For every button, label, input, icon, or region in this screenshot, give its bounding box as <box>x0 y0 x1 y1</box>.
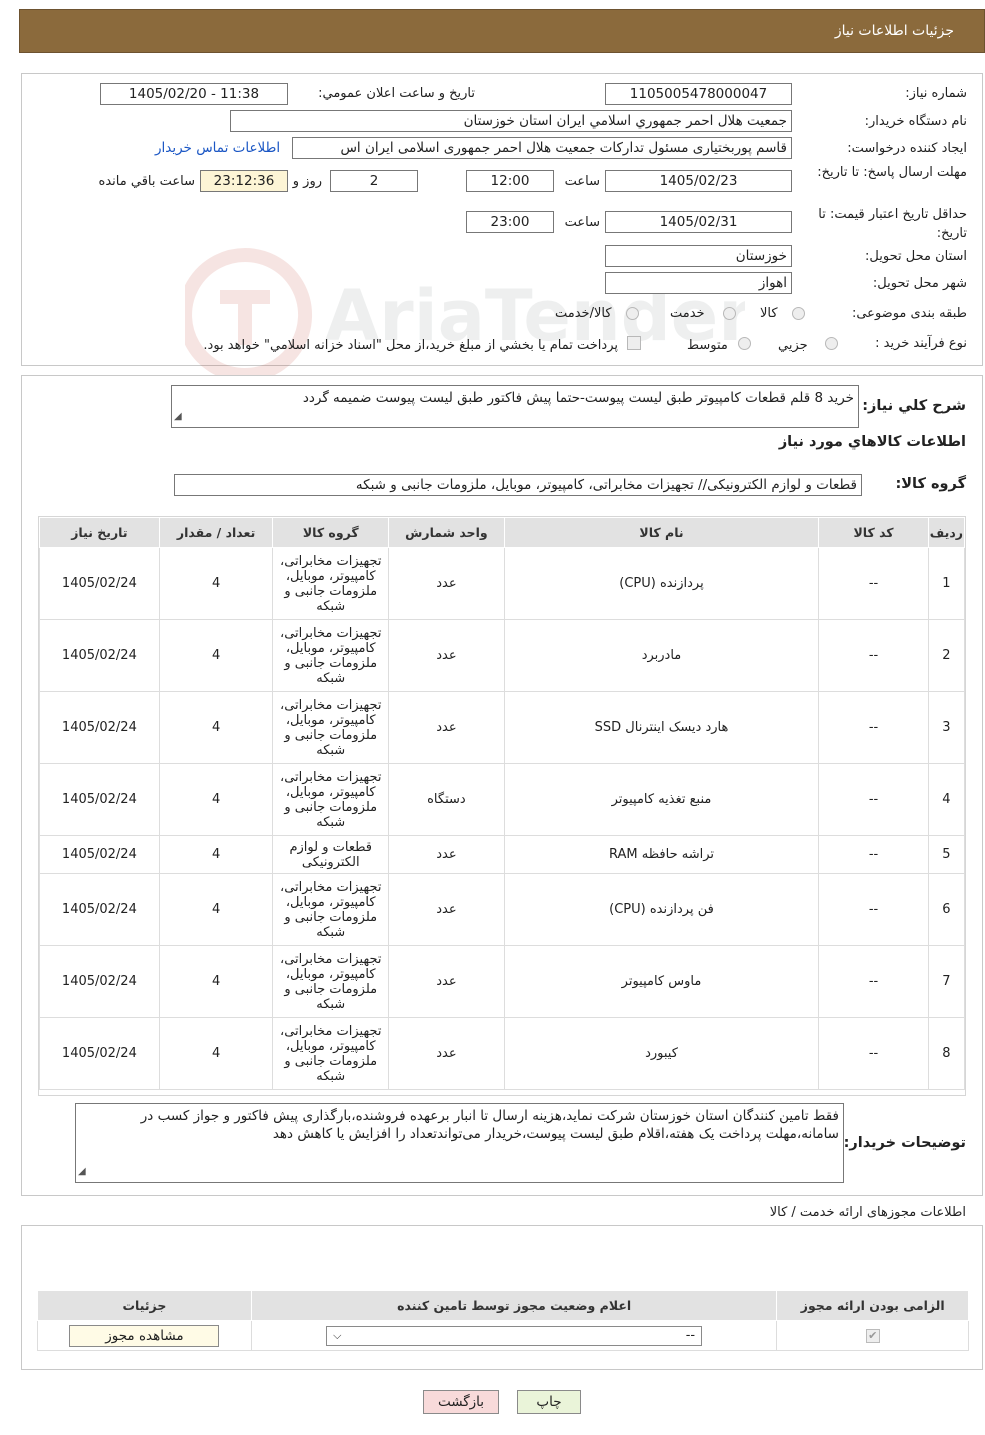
items-table-header <box>40 518 965 548</box>
response-time-field: 12:00 <box>466 170 554 192</box>
table-row <box>40 764 965 836</box>
table-row <box>40 1018 965 1090</box>
purchase-radio-small[interactable] <box>825 337 838 350</box>
cell-qty: 4 <box>159 1018 273 1090</box>
col-header-group: گروه کالا <box>273 518 389 548</box>
col-header-code: کد کالا <box>819 518 929 548</box>
page-header <box>19 9 985 53</box>
table-row <box>40 692 965 764</box>
cell-date: 1405/02/24 <box>40 946 160 1018</box>
category-option-service: خدمت <box>670 306 705 321</box>
col-header-date: تاريخ نياز <box>40 518 160 548</box>
cell-qty: 4 <box>159 764 273 836</box>
purchase-radio-medium[interactable] <box>738 337 751 350</box>
cell-group: تجهیزات مخابراتی، کامپیوتر، موبایل، ملزومات جانبی و شبکه <box>273 946 389 1018</box>
cell-group: تجهیزات مخابراتی، کامپیوتر، موبایل، ملزومات جانبی و شبکه <box>273 620 389 692</box>
permits-row <box>38 1321 969 1351</box>
cell-qty: 4 <box>159 946 273 1018</box>
cell-unit: عدد <box>389 620 505 692</box>
treasury-note: پرداخت تمام يا بخشي از مبلغ خريد،از محل "اسناد خزانه اسلامي" خواهد بود. <box>203 338 618 353</box>
summary-textarea <box>171 385 859 428</box>
buyer-notes-text: فقط تامین کنندگان استان خوزستان شرکت نماید،هزینه ارسال تا انبار برعهده فروشنده،بارگذاری پیش فاکتور و جواز کسب در سامانه،مهلت پرداخت یک هفته،اقلام طبق لیست پیوست،خریدار می‌تواندتعداد را افزایش یا کاهش دهد <box>140 1108 839 1142</box>
cell-date: 1405/02/24 <box>40 620 160 692</box>
cell-row: 5 <box>928 836 964 874</box>
cell-date: 1405/02/24 <box>40 874 160 946</box>
cell-date: 1405/02/24 <box>40 548 160 620</box>
remaining-time-field: 23:12:36 <box>200 170 288 192</box>
items-table <box>39 517 965 1090</box>
cell-name: پردازنده (CPU) <box>504 548 819 620</box>
cell-unit: عدد <box>389 1018 505 1090</box>
cell-date: 1405/02/24 <box>40 1018 160 1090</box>
permits-table <box>37 1290 969 1351</box>
col-header-row: رديف <box>928 518 964 548</box>
col-header-status: اعلام وضعیت مجوز توسط تامین کننده <box>251 1291 777 1321</box>
cell-code: -- <box>819 1018 929 1090</box>
goods-group-field: قطعات و لوازم الکترونیکی// تجهیزات مخابراتی، کامپیوتر، موبایل، ملزومات جانبی و شبکه <box>174 474 862 496</box>
checkbox-check-icon[interactable]: ✔ <box>866 1329 880 1343</box>
cell-row: 7 <box>928 946 964 1018</box>
buyer-notes-label: توضيحات خريدار: <box>843 1135 966 1151</box>
cell-code: -- <box>819 946 929 1018</box>
category-radio-service[interactable] <box>723 307 736 320</box>
cell-name: منبع تغذیه کامپیوتر <box>504 764 819 836</box>
purchase-option-small: جزيي <box>778 338 808 353</box>
requester-field: قاسم پوربختیاری مسئول تدارکات جمعیت هلال احمر جمهوری اسلامی ایران اس <box>292 137 792 159</box>
cell-unit: عدد <box>389 692 505 764</box>
need-number-field: 1105005478000047 <box>605 83 792 105</box>
buyer-notes-textarea <box>75 1103 844 1183</box>
purchase-type-label: نوع فرآيند خريد : <box>875 336 967 351</box>
resize-handle-icon: ◢ <box>174 411 182 422</box>
cell-row: 2 <box>928 620 964 692</box>
print-button[interactable]: چاپ <box>517 1390 581 1414</box>
chevron-down-icon: ⌵ <box>333 1328 342 1342</box>
page-title: جزئيات اطلاعات نياز <box>834 23 954 39</box>
cell-group: تجهیزات مخابراتی، کامپیوتر، موبایل، ملزومات جانبی و شبکه <box>273 548 389 620</box>
cell-code: -- <box>819 692 929 764</box>
cell-row: 6 <box>928 874 964 946</box>
cell-date: 1405/02/24 <box>40 692 160 764</box>
cell-qty: 4 <box>159 692 273 764</box>
buyer-contact-link[interactable]: اطلاعات تماس خريدار <box>155 140 281 156</box>
cell-qty: 4 <box>159 548 273 620</box>
price-validity-time-field: 23:00 <box>466 211 554 233</box>
resize-handle-icon: ◢ <box>78 1166 86 1177</box>
goods-info-title: اطلاعات کالاهاي مورد نياز <box>778 434 966 450</box>
announce-label: تاريخ و ساعت اعلان عمومي: <box>318 86 475 101</box>
cell-code: -- <box>819 874 929 946</box>
permits-table-header <box>38 1291 969 1321</box>
view-permit-button[interactable]: مشاهده مجوز <box>69 1325 219 1347</box>
table-row <box>40 874 965 946</box>
cell-unit: عدد <box>389 548 505 620</box>
cell-qty: 4 <box>159 874 273 946</box>
remaining-label: ساعت باقي مانده <box>98 174 195 189</box>
response-time-label: ساعت <box>564 174 600 189</box>
back-button[interactable]: بازگشت <box>423 1390 499 1414</box>
cell-unit: عدد <box>389 946 505 1018</box>
category-label: طبقه بندی موضوعی: <box>851 306 967 321</box>
cell-group: تجهیزات مخابراتی، کامپیوتر، موبایل، ملزومات جانبی و شبکه <box>273 874 389 946</box>
need-number-label: شماره نياز: <box>905 86 967 101</box>
price-validity-time-label: ساعت <box>564 215 600 230</box>
cell-group: قطعات و لوازم الکترونیکی <box>273 836 389 874</box>
col-header-unit: واحد شمارش <box>389 518 505 548</box>
price-validity-label: حداقل تاريخ اعتبار قيمت: تا تاريخ: <box>818 207 967 241</box>
city-label: شهر محل تحويل: <box>872 276 967 291</box>
col-header-required: الزامی بودن ارائه مجوز <box>777 1291 969 1321</box>
purchase-option-medium: متوسط <box>687 338 728 353</box>
cell-code: -- <box>819 548 929 620</box>
table-row <box>40 836 965 874</box>
cell-name: هارد دیسک اینترنال SSD <box>504 692 819 764</box>
summary-label: شرح کلي نياز: <box>862 398 966 414</box>
province-label: استان محل تحويل: <box>865 249 967 264</box>
response-deadline-label: مهلت ارسال پاسخ: تا تاريخ: <box>817 165 967 180</box>
city-field: اهواز <box>605 272 792 294</box>
cell-name: مادربرد <box>504 620 819 692</box>
treasury-checkbox[interactable] <box>627 336 641 350</box>
table-row <box>40 946 965 1018</box>
cell-group: تجهیزات مخابراتی، کامپیوتر، موبایل، ملزومات جانبی و شبکه <box>273 1018 389 1090</box>
table-row <box>40 548 965 620</box>
buyer-field: جمعيت هلال احمر جمهوري اسلامي ايران استان خوزستان <box>230 110 792 132</box>
cell-date: 1405/02/24 <box>40 764 160 836</box>
permit-details-cell <box>38 1321 252 1351</box>
col-header-details: جزئیات <box>38 1291 252 1321</box>
cell-unit: دستگاه <box>389 764 505 836</box>
cell-row: 3 <box>928 692 964 764</box>
days-field: 2 <box>330 170 418 192</box>
cell-unit: عدد <box>389 874 505 946</box>
goods-group-label: گروه کالا: <box>895 476 966 492</box>
buyer-label: نام دستگاه خريدار: <box>864 114 967 129</box>
permits-table-frame <box>37 1290 969 1352</box>
price-validity-date-field: 1405/02/31 <box>605 211 792 233</box>
cell-name: تراشه حافظه RAM <box>504 836 819 874</box>
col-header-qty: تعداد / مقدار <box>159 518 273 548</box>
province-field: خوزستان <box>605 245 792 267</box>
days-label: روز و <box>292 174 322 189</box>
requester-label: ايجاد کننده درخواست: <box>847 141 967 156</box>
cell-code: -- <box>819 620 929 692</box>
permits-title: اطلاعات مجوزهای ارائه خدمت / کالا <box>769 1205 966 1220</box>
permit-required-cell <box>777 1321 969 1351</box>
cell-name: ماوس کامپیوتر <box>504 946 819 1018</box>
cell-code: -- <box>819 764 929 836</box>
cell-group: تجهیزات مخابراتی، کامپیوتر، موبایل، ملزومات جانبی و شبکه <box>273 692 389 764</box>
cell-qty: 4 <box>159 836 273 874</box>
permit-status-cell <box>251 1321 777 1351</box>
announce-field: 1405/02/20 - 11:38 <box>100 83 288 105</box>
summary-text: خرید 8 قلم قطعات کامپیوتر طبق لیست پیوست-حتما پیش فاکتور طبق لیست پیوست ضمیمه گردد <box>302 390 854 406</box>
cell-row: 4 <box>928 764 964 836</box>
items-table-frame <box>38 516 966 1096</box>
response-date-field: 1405/02/23 <box>605 170 792 192</box>
permit-status-value: -- <box>685 1328 696 1343</box>
cell-unit: عدد <box>389 836 505 874</box>
cell-name: فن پردازنده (CPU) <box>504 874 819 946</box>
table-row <box>40 620 965 692</box>
cell-name: کیبورد <box>504 1018 819 1090</box>
cell-date: 1405/02/24 <box>40 836 160 874</box>
cell-code: -- <box>819 836 929 874</box>
category-option-goods-service: کالا/خدمت <box>555 306 612 321</box>
permit-status-select[interactable] <box>326 1326 702 1346</box>
cell-qty: 4 <box>159 620 273 692</box>
category-radio-goods-service[interactable] <box>626 307 639 320</box>
cell-group: تجهیزات مخابراتی، کامپیوتر، موبایل، ملزومات جانبی و شبکه <box>273 764 389 836</box>
category-option-goods: کالا <box>760 306 778 321</box>
cell-row: 1 <box>928 548 964 620</box>
col-header-name: نام کالا <box>504 518 819 548</box>
cell-row: 8 <box>928 1018 964 1090</box>
category-radio-goods[interactable] <box>792 307 805 320</box>
